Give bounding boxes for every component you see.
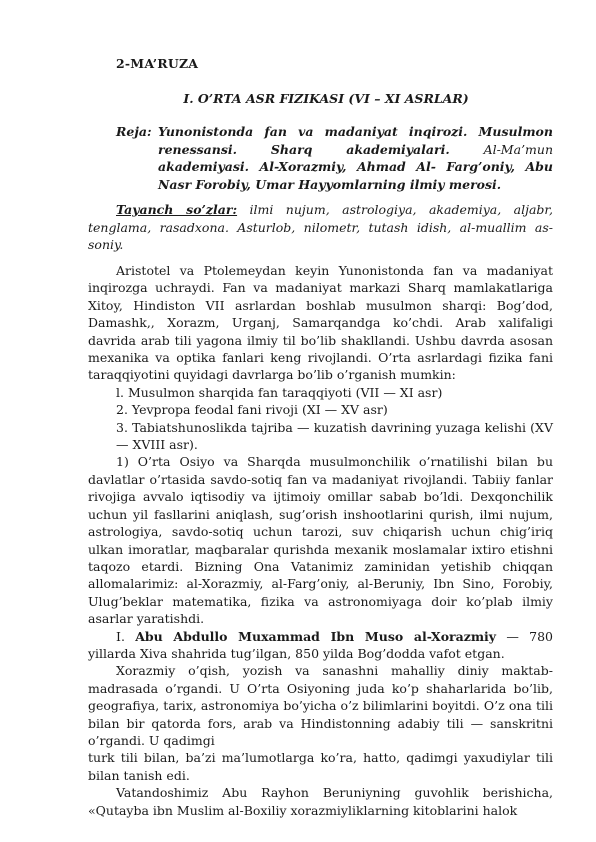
paragraph: Aristotel va Ptolemeydan keyin Yunonistonda fan va madaniyat inqirozga uchraydi. Fan va madaniyat markazi Sharq mamlakatlariga Xitoy, Hindiston VII asrlardan boshlab musulmon sharqi: Bog’dod, Damashk,, Xorazm, Urganj, Samarqandga ko’chdi. Arab xalifaligi davrida arab tili yagona ilmiy til bo’lib shakllandi. Ushbu davrda asosan mexanika va optika fanlari keng rivojlandi. O’rta asrlardagi fizika fani taraqqiyotini quyidagi davrlarga bo’lib o’rganish mumkin: bbox=[88, 263, 553, 383]
list-item: 3. Tabiatshunoslikda tajriba — kuzatish davrining yuzaga kelishi (XV— XVIII asr). bbox=[116, 419, 553, 453]
paragraph bbox=[88, 628, 553, 663]
lecture-title: I. O’RTA ASR FIZIKASI (VI – XI ASRLAR) bbox=[183, 91, 469, 106]
keywords-paragraph bbox=[88, 201, 553, 254]
plan-section bbox=[116, 123, 553, 193]
paragraph-text: — 780 yillarda Xiva shahrida tug’ilgan, 850 yilda Bog’dodda vafot etgan. bbox=[88, 628, 553, 661]
plan-label: Reja: bbox=[116, 124, 152, 139]
paragraph: 1) O’rta Osiyo va Sharqda musulmonchilik o’rnatilishi bilan bu davlatlar o’rtasida savdo-sotiq fan va madaniyat rivojlandi. Tabiiy fanlar rivojiga avvalo iqtisodiy va ijtimoiy omillar sabab bo’ldi. Dexqonchilik uchun yil fasllarini aniqlash, sug’orish inshootlarini qurish, ilmi nujum, astrologiya, savdo-sotiq uchun tarozi, suv chiqarish uchun chig’iriq ulkan imoratlar, maqbaralar qurishda mexanik moslamalar ixtiro etishni taqozo etardi. Bizning Ona Vatanimiz zaminidan yetishib chiqqan allomalarimiz: al-Xorazmiy, al-Farg’oniy, al-Beruniy, Ibn Sino, Forobiy, Ulug’beklar matematika, fizika va astronomiyaga doir ko’plab ilmiy asarlar yaratishdi. bbox=[88, 454, 553, 627]
keywords-label: Tayanch so’zlar: bbox=[116, 202, 238, 217]
list-item: 2. Yevpropa feodal fani rivoji (XI — XV asr) bbox=[116, 402, 388, 418]
plan-text-part: Yunonistonda fan va madaniyat inqirozi. Musulmon renessansi. Sharq akademiyalari. bbox=[158, 124, 553, 157]
lecture-number: 2-MA’RUZA bbox=[116, 56, 199, 71]
scholar-name: Abu Abdullo Muxammad Ibn Muso al-Xorazmiy bbox=[135, 628, 497, 644]
paragraph: turk tili bilan, ba’zi ma’lumotlarga ko’ra, hatto, qadimgi yaxudiylar tili bilan tanish edi. bbox=[88, 750, 553, 783]
paragraph-prefix: I. bbox=[116, 628, 136, 644]
plan-text bbox=[158, 123, 553, 193]
keywords-text: ilmi nujum, astrologiya, akademiya, aljabr, tenglama, rasadxona. Asturlob, nilometr, tutash idish, al-muallim as-soniy. bbox=[88, 202, 553, 252]
paragraph: Vatandoshimiz Abu Rayhon Beruniyning guvohlik berishicha, «Qutayba ibn Muslim al-Boxiliy xorazmiyliklarning kitoblarini halok bbox=[88, 785, 553, 818]
paragraph: Xorazmiy o’qish, yozish va sanashni mahalliy diniy maktab-madrasada o’rgandi. U O’rta Osiyoning juda ko’p shaharlarida bo’lib, geografiya, tarix, astronomiya bo’yicha o’z bilimlarini boyitdi. O’z ona tili bilan bir qatorda fors, arab va Hindistonning adabiy tili — sanskritni o’rgandi. U qadimgi bbox=[88, 663, 553, 748]
plan-text-part: akademiyasi. Al-Xorazmiy, Ahmad Al- Farg’oniy, Abu Nasr Forobiy, Umar Hayyomlarning ilmiy merosi. bbox=[158, 159, 553, 192]
list-item: l. Musulmon sharqida fan taraqqiyoti (VII — XI asr) bbox=[116, 384, 443, 400]
body-text bbox=[88, 262, 553, 819]
plan-text-part: Al-Ma’mun bbox=[483, 141, 553, 157]
